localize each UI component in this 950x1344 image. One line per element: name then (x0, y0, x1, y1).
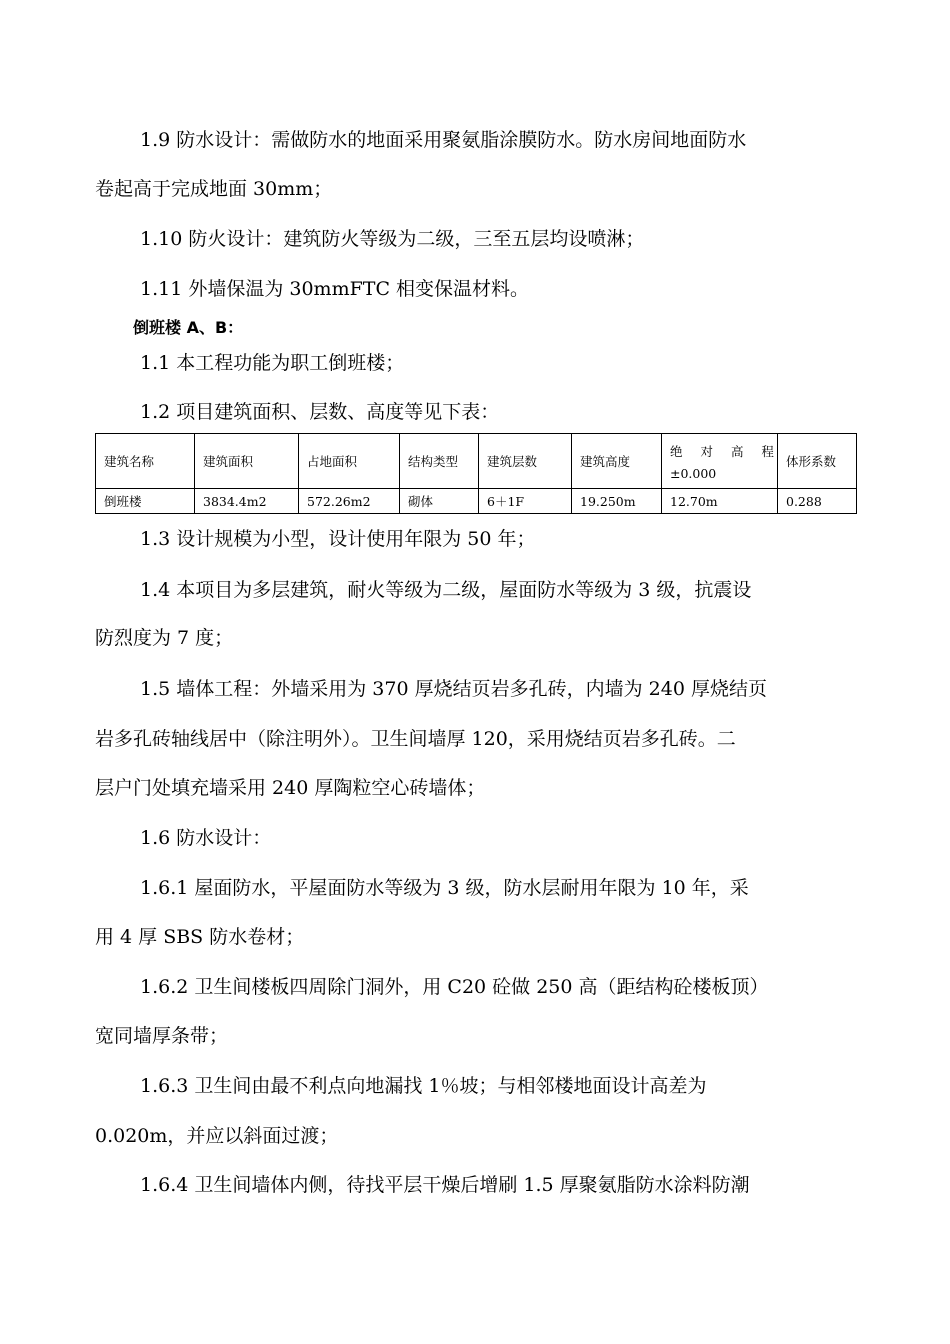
building-spec-table (95, 433, 857, 514)
paragraph-1-11: 1.11 外墙保温为 30mmFTC 相变保温材料。 (140, 278, 530, 300)
paragraph-1-5: 1.5 墙体工程：外墙采用为 370 厚烧结页岩多孔砖，内墙为 240 厚烧结页 (140, 678, 767, 700)
paragraph-1-3: 1.3 设计规模为小型，设计使用年限为 50 年； (140, 528, 536, 550)
table-cell: 19.250m (572, 489, 662, 514)
table-header-row (96, 434, 857, 489)
table-cell: 0.288 (778, 489, 857, 514)
table-header-cell: 体形系数 (778, 434, 857, 489)
table-row (96, 489, 857, 514)
paragraph-1-6-2: 1.6.2 卫生间楼板四周除门洞外，用 C20 砼做 250 高（距结构砼楼板顶） (140, 976, 769, 998)
table-cell: 倒班楼 (96, 489, 195, 514)
table-cell: 572.26m2 (299, 489, 400, 514)
paragraph-1-4: 1.4 本项目为多层建筑，耐火等级为二级，屋面防水等级为 3 级，抗震设 (140, 579, 752, 601)
paragraph-1-6: 1.6 防水设计： (140, 827, 272, 849)
paragraph-1-5-cont-2: 层户门处填充墙采用 240 厚陶粒空心砖墙体； (95, 777, 486, 799)
table-cell: 12.70m (662, 489, 778, 514)
paragraph-1-9: 1.9 防水设计：需做防水的地面采用聚氨脂涂膜防水。防水房间地面防水 (140, 129, 747, 151)
paragraph-1-6-3-cont: 0.020m，并应以斜面过渡； (95, 1125, 339, 1147)
paragraph-1-2: 1.2 项目建筑面积、层数、高度等见下表： (140, 401, 500, 423)
table-cell: 6＋1F (479, 489, 572, 514)
table-cell: 砌体 (400, 489, 479, 514)
paragraph-1-4-cont: 防烈度为 7 度； (95, 627, 234, 649)
paragraph-1-6-1-cont: 用 4 厚 SBS 防水卷材； (95, 926, 305, 948)
paragraph-1-5-cont-1: 岩多孔砖轴线居中（除注明外）。卫生间墙厚 120，采用烧结页岩多孔砖。二 (95, 728, 736, 750)
paragraph-1-6-4: 1.6.4 卫生间墙体内侧，待找平层干燥后增刷 1.5 厚聚氨脂防水涂料防潮 (140, 1174, 750, 1196)
table-header-cell: 建筑面积 (195, 434, 299, 489)
table-header-cell: 建筑名称 (96, 434, 195, 489)
elevation-label: 绝 对 高 程 (670, 443, 774, 459)
table-header-cell: 建筑高度 (572, 434, 662, 489)
paragraph-1-9-cont: 卷起高于完成地面 30mm； (95, 178, 333, 200)
paragraph-1-6-1: 1.6.1 屋面防水，平屋面防水等级为 3 级，防水层耐用年限为 10 年，采 (140, 877, 749, 899)
paragraph-1-6-2-cont: 宽同墙厚条带； (95, 1025, 229, 1047)
section-heading: 倒班楼 A、B： (133, 318, 244, 337)
table-cell: 3834.4m2 (195, 489, 299, 514)
paragraph-1-6-3: 1.6.3 卫生间由最不利点向地漏找 1％坡；与相邻楼地面设计高差为 (140, 1075, 707, 1097)
paragraph-1-10: 1.10 防火设计：建筑防火等级为二级，三至五层均设喷淋； (140, 228, 645, 250)
table-header-cell: 结构类型 (400, 434, 479, 489)
table-header-cell-elevation (662, 434, 778, 489)
table-header-cell: 建筑层数 (479, 434, 572, 489)
elevation-datum: ±0.000 (670, 465, 717, 481)
table-header-cell: 占地面积 (299, 434, 400, 489)
paragraph-1-1: 1.1 本工程功能为职工倒班楼； (140, 352, 405, 374)
